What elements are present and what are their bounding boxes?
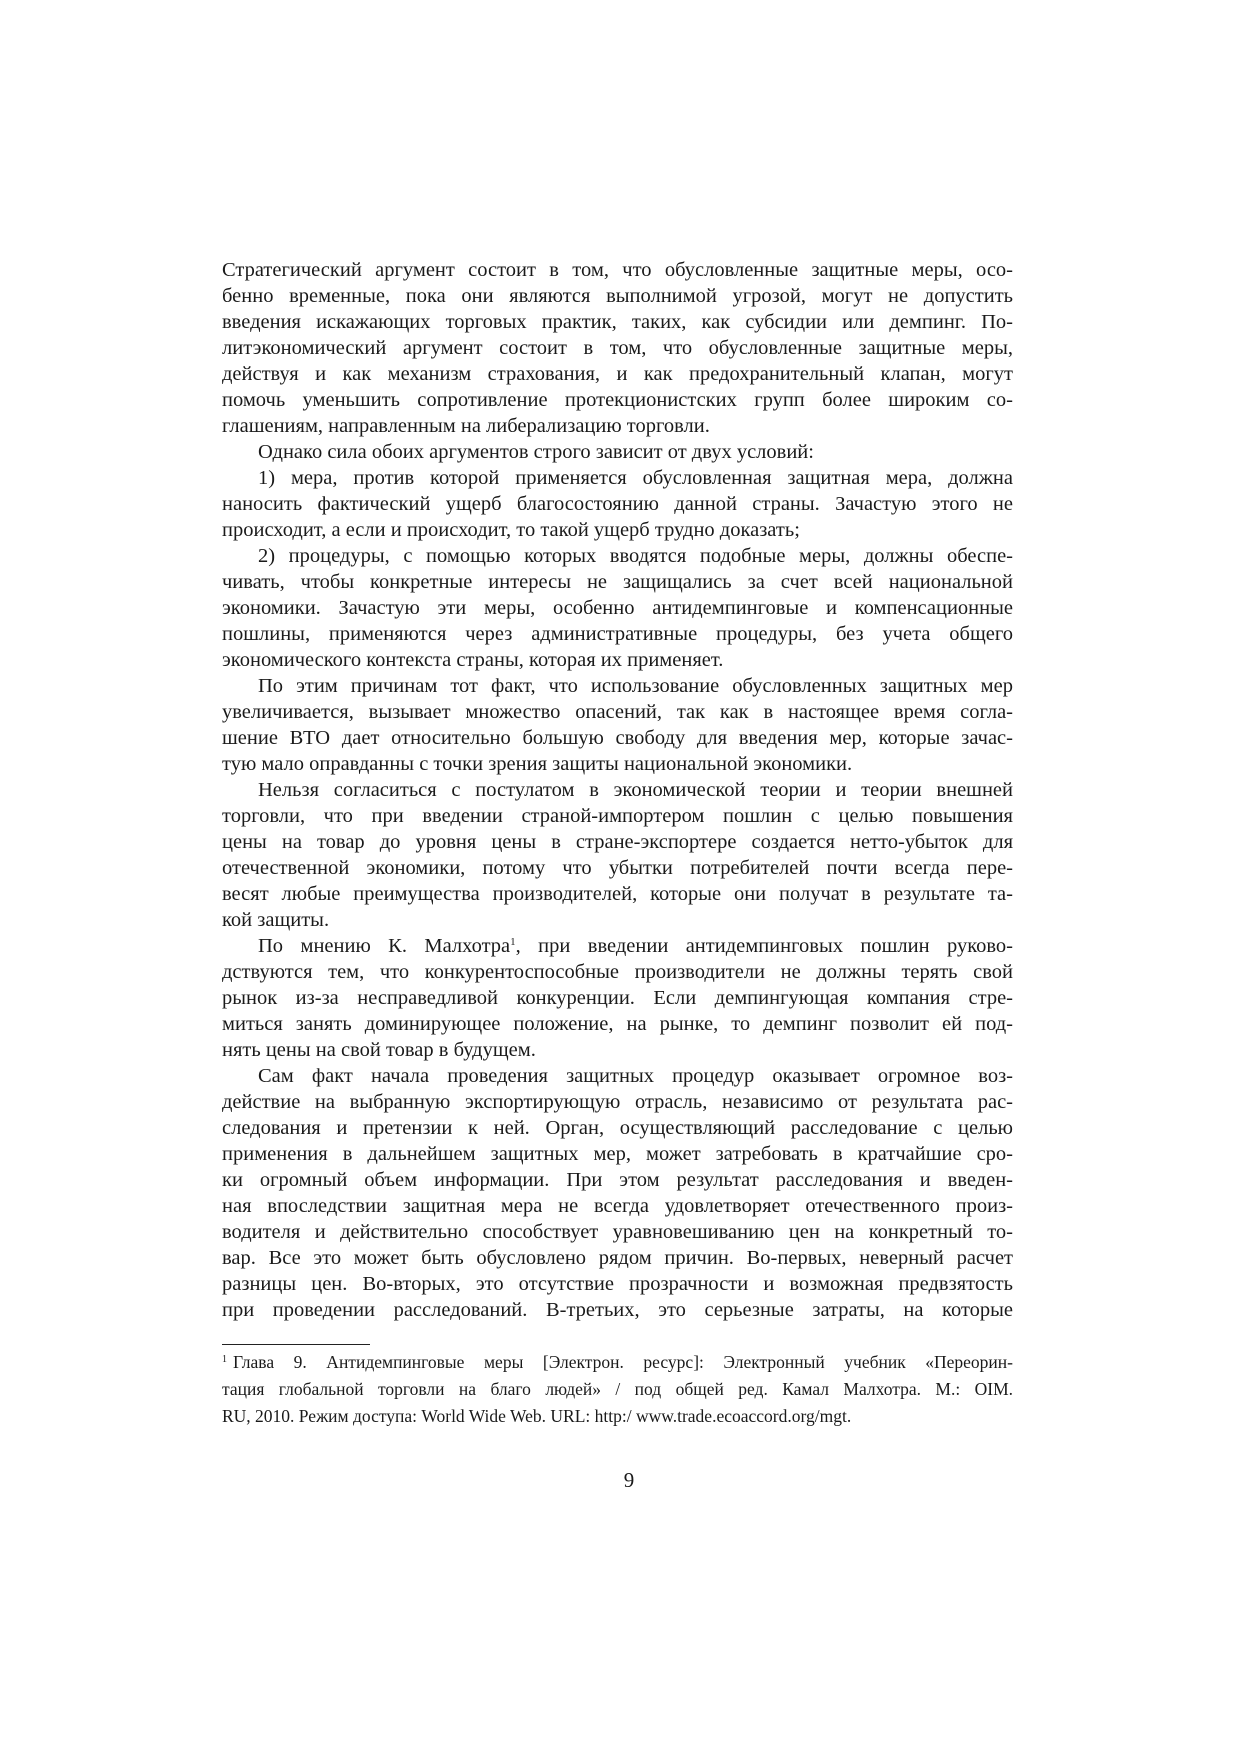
text-line: ки огромный объем информации. При этом результат расследования и введен- bbox=[222, 1169, 1013, 1191]
paragraph bbox=[222, 439, 1013, 465]
text-line: применения в дальнейшем защитных мер, может затребовать в кратчайшие сро- bbox=[222, 1143, 1013, 1165]
text-line: введения искажающих торговых практик, таких, как субсидии или демпинг. По- bbox=[222, 311, 1013, 333]
text-line: действие на выбранную экспортирующую отрасль, независимо от результата рас- bbox=[222, 1091, 1013, 1113]
text-line: наносить фактический ущерб благосостоянию данной страны. Зачастую этого не bbox=[222, 493, 1013, 515]
text-line: дствуются тем, что конкурентоспособные производители не должны терять свой bbox=[222, 961, 1013, 983]
text-line: литэкономический аргумент состоит в том, что обусловленные защитные меры, bbox=[222, 337, 1013, 359]
footnote-reference[interactable]: 1 bbox=[510, 936, 516, 948]
text-line: торговли, что при введении страной-импортером пошлин с целью повышения bbox=[222, 805, 1013, 827]
text-line: происходит, а если и происходит, то такой ущерб трудно доказать; bbox=[222, 519, 800, 541]
paragraph bbox=[222, 673, 1013, 777]
text-line: По мнению К. Малхотра$^1$, при введении антидемпинговых пошлин руково- bbox=[258, 935, 1013, 957]
footnote-line bbox=[222, 1376, 1013, 1403]
text-line: Нельзя согласиться с постулатом в экономической теории и теории внешней bbox=[258, 779, 1013, 801]
footnote-line bbox=[222, 1403, 1013, 1430]
paragraph bbox=[222, 465, 1013, 543]
text-line: нять цены на свой товар в будущем. bbox=[222, 1039, 536, 1061]
text-line: весят любые преимущества производителей, которые они получат в результате та- bbox=[222, 883, 1013, 905]
page-number: 9 bbox=[623, 1468, 635, 1492]
footnote bbox=[222, 1349, 1013, 1430]
text-line: рынок из-за несправедливой конкуренции. Если демпингующая компания стре- bbox=[222, 987, 1013, 1009]
text-line: отечественной экономики, потому что убытки потребителей почти всегда пере- bbox=[222, 857, 1013, 879]
text-line: Сам факт начала проведения защитных процедур оказывает огромное воз- bbox=[258, 1065, 1013, 1087]
text-line: Стратегический аргумент состоит в том, что обусловленные защитные меры, осо- bbox=[222, 259, 1013, 281]
paragraph bbox=[222, 777, 1013, 933]
text-line: кой защиты. bbox=[222, 909, 330, 931]
text-line: глашениям, направленным на либерализацию торговли. bbox=[222, 415, 710, 437]
paragraph bbox=[222, 257, 1013, 439]
text-line: Однако сила обоих аргументов строго зависит от двух условий: bbox=[258, 441, 814, 463]
paragraph bbox=[222, 933, 1013, 1063]
footnote-text: тация глобальной торговли на благо людей» / под общей ред. Камал Малхотра. М.: OIM. bbox=[222, 1379, 1013, 1399]
text-line: миться занять доминирующее положение, на рынке, то демпинг позволит ей под- bbox=[222, 1013, 1013, 1035]
text-line: экономического контекста страны, которая их применяет. bbox=[222, 649, 724, 671]
footnote-text: RU, 2010. Режим доступа: World Wide Web. URL: http:/ www.trade.ecoaccord.org/mgt. bbox=[222, 1406, 852, 1426]
paragraph bbox=[222, 543, 1013, 673]
paragraph bbox=[222, 1063, 1013, 1323]
text-line: бенно временные, пока они являются выполнимой угрозой, могут не допустить bbox=[222, 285, 1013, 307]
text-line: действуя и как механизм страхования, и как предохранительный клапан, могут bbox=[222, 363, 1013, 385]
text-line: при проведении расследований. В-третьих, это серьезные затраты, на которые bbox=[222, 1299, 1013, 1321]
text-line: разницы цен. Во-вторых, это отсутствие прозрачности и возможная предвзятость bbox=[222, 1273, 1013, 1295]
text-line: помочь уменьшить сопротивление протекционистских групп более широким со- bbox=[222, 389, 1013, 411]
text-line: тую мало оправданны с точки зрения защиты национальной экономики. bbox=[222, 753, 853, 775]
text-line: вар. Все это может быть обусловлено рядом причин. Во-первых, неверный расчет bbox=[222, 1247, 1013, 1269]
text-line: По этим причинам тот факт, что использование обусловленных защитных мер bbox=[258, 675, 1013, 697]
text-line: пошлины, применяются через административные процедуры, без учета общего bbox=[222, 623, 1013, 645]
text-line: увеличивается, вызывает множество опасений, так как в настоящее время согла- bbox=[222, 701, 1013, 723]
text-line: чивать, чтобы конкретные интересы не защищались за счет всей национальной bbox=[222, 571, 1013, 593]
text-line: 1) мера, против которой применяется обусловленная защитная мера, должна bbox=[258, 467, 1013, 489]
footnote-line bbox=[222, 1349, 1013, 1376]
text-line: ная впоследствии защитная мера не всегда удовлетворяет отечественного произ- bbox=[222, 1195, 1013, 1217]
text-line: 2) процедуры, с помощью которых вводятся подобные меры, должны обеспе- bbox=[258, 545, 1013, 567]
footnote-text: Глава 9. Антидемпинговые меры [Электрон. ресурс]: Электронный учебник «Переорин- bbox=[233, 1352, 1013, 1372]
text-line: цены на товар до уровня цены в стране-экспортере создается нетто-убыток для bbox=[222, 831, 1013, 853]
body-text bbox=[222, 257, 1013, 1323]
text-line: экономики. Зачастую эти меры, особенно антидемпинговые и компенсационные bbox=[222, 597, 1013, 619]
text-line: водителя и действительно способствует уравновешиванию цен на конкретный то- bbox=[222, 1221, 1013, 1243]
footnote-divider bbox=[222, 1344, 370, 1345]
footnote-marker: 1 bbox=[222, 1354, 227, 1365]
text-line: шение ВТО дает относительно большую свободу для введения мер, которые зачас- bbox=[222, 727, 1013, 749]
text-line: следования и претензии к ней. Орган, осуществляющий расследование с целью bbox=[222, 1117, 1013, 1139]
